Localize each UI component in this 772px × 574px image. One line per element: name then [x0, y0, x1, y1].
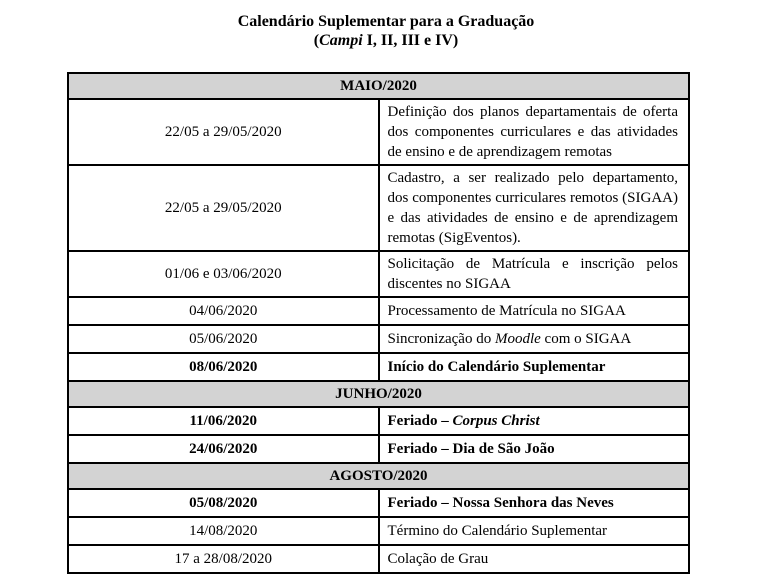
description-cell: [379, 517, 690, 545]
description-segment: Início do Calendário Suplementar: [387, 359, 606, 375]
calendar-row: [68, 353, 689, 381]
calendar-row: [68, 517, 689, 545]
description-cell: [379, 545, 690, 573]
calendar-table-body: [68, 73, 689, 573]
title-line-2-suffix: I, II, III e IV): [362, 32, 459, 49]
description-segment: Definição dos planos departamentais de oferta dos componentes curriculares e das atividades de ensino e de aprendizagem remotas: [387, 104, 678, 160]
description-segment: Solicitação de Matrícula e inscrição pelos discentes no SIGAA: [387, 256, 678, 292]
description-segment: Feriado – Dia de São João: [387, 441, 555, 457]
month-header-row: [68, 73, 689, 99]
calendar-row: [68, 325, 689, 353]
calendar-table: [67, 72, 690, 574]
description-cell: [379, 251, 690, 297]
date-cell: 11/06/2020: [68, 407, 379, 435]
calendar-row: [68, 407, 689, 435]
description-italic-segment: Corpus Christ: [452, 413, 540, 429]
description-segment: Cadastro, a ser realizado pelo departamento, dos componentes curriculares remotos (SIGAA) e das atividades de ensino e de aprendizagem remotas (SigEventos).: [387, 170, 678, 246]
month-header-row: [68, 381, 689, 407]
month-header-cell: JUNHO/2020: [68, 381, 689, 407]
month-header-cell: AGOSTO/2020: [68, 463, 689, 489]
title-line-2-prefix: (: [313, 32, 320, 49]
description-segment: Colação de Grau: [387, 551, 489, 567]
description-segment: com o SIGAA: [540, 331, 632, 347]
description-cell: [379, 489, 690, 517]
description-cell: [379, 435, 690, 463]
calendar-row: [68, 545, 689, 573]
date-cell: 01/06 e 03/06/2020: [68, 251, 379, 297]
date-cell: 22/05 a 29/05/2020: [68, 99, 379, 165]
date-cell: 24/06/2020: [68, 435, 379, 463]
date-cell: 14/08/2020: [68, 517, 379, 545]
title-line-2: [0, 31, 772, 50]
date-cell: 08/06/2020: [68, 353, 379, 381]
description-segment: Sincronização do: [387, 331, 495, 347]
calendar-row: [68, 99, 689, 165]
description-segment: Feriado –: [387, 413, 453, 429]
date-cell: 22/05 a 29/05/2020: [68, 165, 379, 251]
calendar-row: [68, 435, 689, 463]
description-cell: [379, 297, 690, 325]
page-title: [0, 0, 772, 50]
description-cell: [379, 99, 690, 165]
calendar-row: [68, 165, 689, 251]
title-line-1: Calendário Suplementar para a Graduação: [237, 13, 535, 30]
description-cell: [379, 325, 690, 353]
description-cell: [379, 353, 690, 381]
date-cell: 05/06/2020: [68, 325, 379, 353]
description-segment: Feriado – Nossa Senhora das Neves: [387, 495, 614, 511]
calendar-row: [68, 251, 689, 297]
description-cell: [379, 165, 690, 251]
calendar-row: [68, 489, 689, 517]
date-cell: 17 a 28/08/2020: [68, 545, 379, 573]
date-cell: 05/08/2020: [68, 489, 379, 517]
calendar-row: [68, 297, 689, 325]
month-header-row: [68, 463, 689, 489]
date-cell: 04/06/2020: [68, 297, 379, 325]
description-cell: [379, 407, 690, 435]
month-header-cell: MAIO/2020: [68, 73, 689, 99]
description-italic-segment: Moodle: [494, 331, 541, 347]
title-line-2-campi: Campi: [319, 32, 363, 49]
description-segment: Processamento de Matrícula no SIGAA: [387, 303, 626, 319]
description-segment: Término do Calendário Suplementar: [387, 523, 608, 539]
